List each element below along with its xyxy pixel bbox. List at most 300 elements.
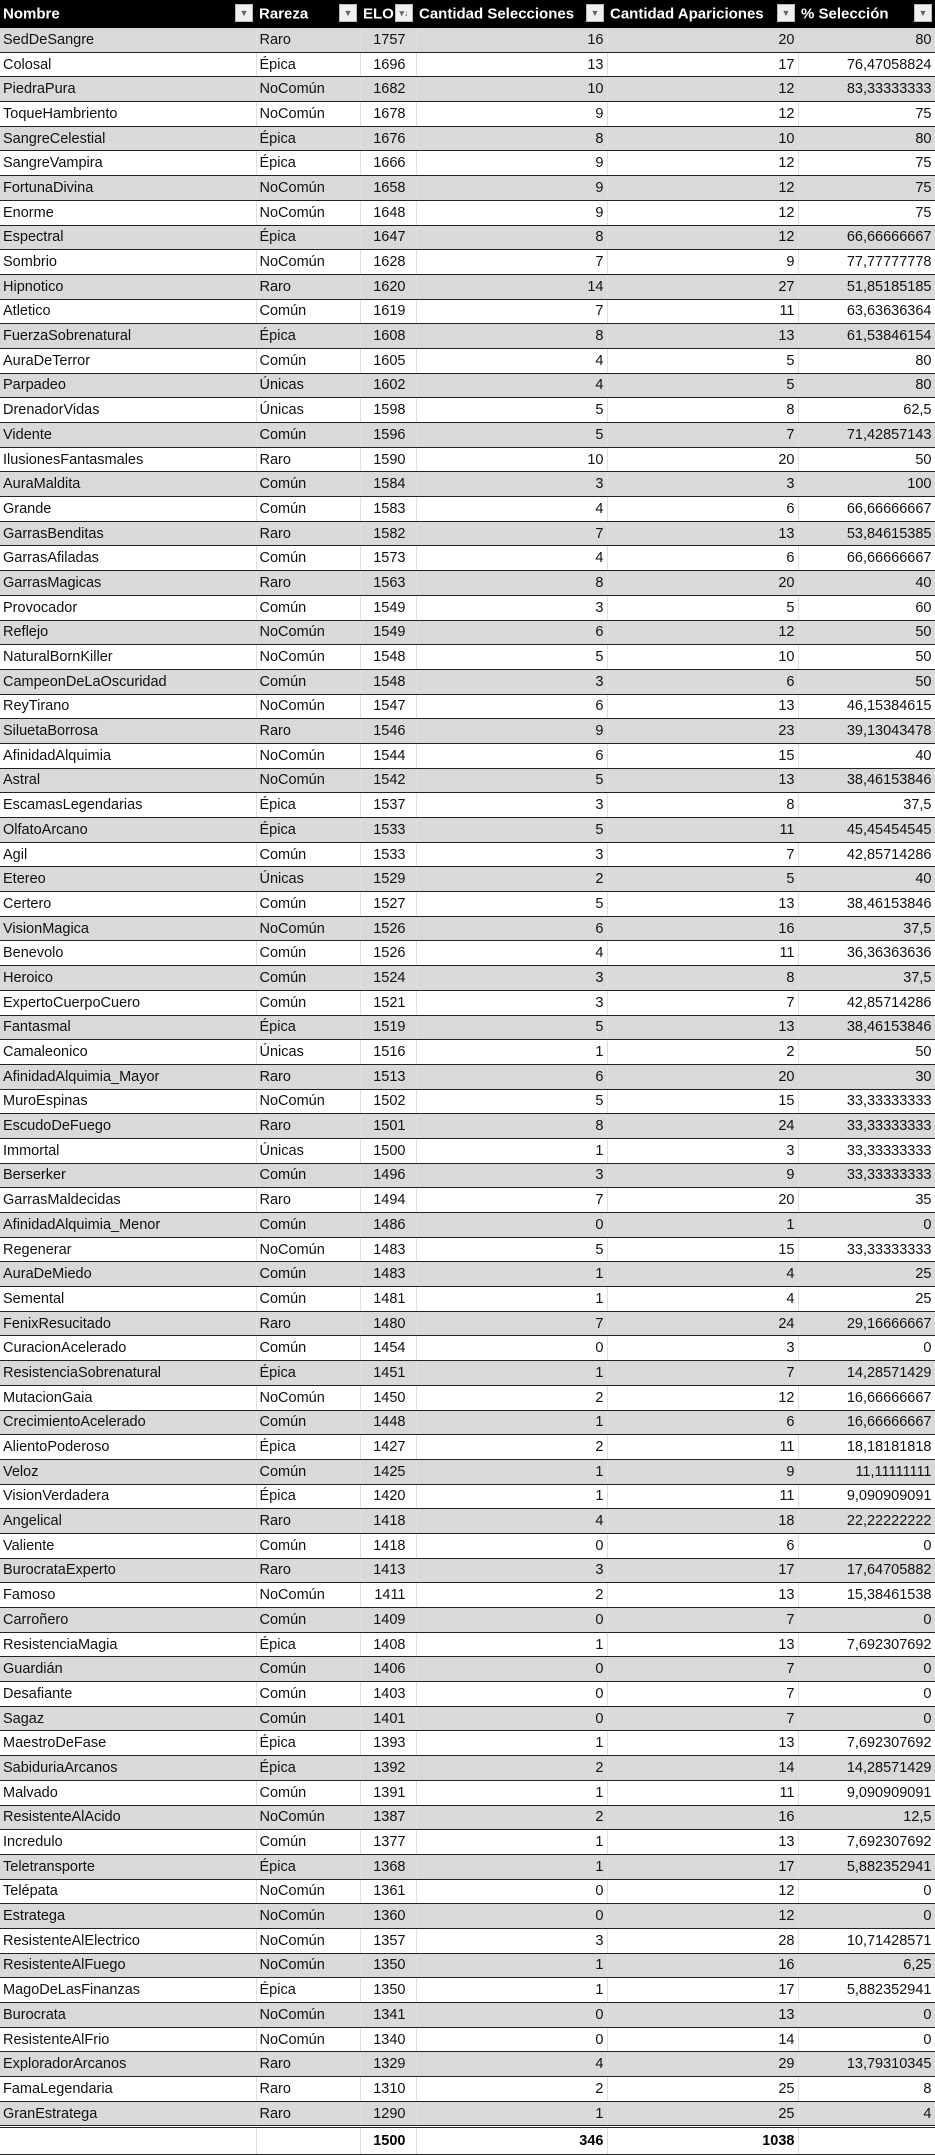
- cell-nombre[interactable]: Atletico: [0, 299, 256, 324]
- cell-apariciones[interactable]: 5: [607, 373, 798, 398]
- cell-seleccion-pct[interactable]: 80: [798, 28, 935, 52]
- cell-apariciones[interactable]: 6: [607, 1533, 798, 1558]
- cell-selecciones[interactable]: 9: [416, 151, 607, 176]
- cell-apariciones[interactable]: 11: [607, 1780, 798, 1805]
- cell-apariciones[interactable]: 27: [607, 274, 798, 299]
- cell-rareza[interactable]: NoComún: [256, 1879, 360, 1904]
- cell-elo[interactable]: 1542: [360, 768, 416, 793]
- cell-seleccion-pct[interactable]: 50: [798, 620, 935, 645]
- cell-nombre[interactable]: VisionMagica: [0, 916, 256, 941]
- cell-rareza[interactable]: NoComún: [256, 916, 360, 941]
- cell-nombre[interactable]: Burocrata: [0, 2003, 256, 2028]
- cell-selecciones[interactable]: 2: [416, 867, 607, 892]
- cell-selecciones[interactable]: 5: [416, 818, 607, 843]
- cell-selecciones[interactable]: 3: [416, 1558, 607, 1583]
- cell-selecciones[interactable]: 9: [416, 719, 607, 744]
- cell-seleccion-pct[interactable]: 5,882352941: [798, 1854, 935, 1879]
- cell-selecciones[interactable]: 8: [416, 225, 607, 250]
- cell-nombre[interactable]: Heroico: [0, 966, 256, 991]
- cell-rareza[interactable]: NoComún: [256, 1805, 360, 1830]
- cell-rareza[interactable]: NoComún: [256, 743, 360, 768]
- cell-elo[interactable]: 1548: [360, 669, 416, 694]
- cell-nombre[interactable]: Grande: [0, 497, 256, 522]
- cell-apariciones[interactable]: 4: [607, 1262, 798, 1287]
- cell-elo[interactable]: 1563: [360, 571, 416, 596]
- cell-nombre[interactable]: FenixResucitado: [0, 1311, 256, 1336]
- cell-apariciones[interactable]: 11: [607, 1484, 798, 1509]
- cell-selecciones[interactable]: 0: [416, 1533, 607, 1558]
- cell-elo[interactable]: 1502: [360, 1089, 416, 1114]
- cell-rareza[interactable]: Común: [256, 892, 360, 917]
- cell-seleccion-pct[interactable]: 9,090909091: [798, 1780, 935, 1805]
- cell-elo[interactable]: 1516: [360, 1040, 416, 1065]
- cell-apariciones[interactable]: 25: [607, 2101, 798, 2127]
- cell-rareza[interactable]: NoComún: [256, 1904, 360, 1929]
- cell-seleccion-pct[interactable]: 25: [798, 1287, 935, 1312]
- cell-elo[interactable]: 1494: [360, 1188, 416, 1213]
- cell-rareza[interactable]: Épica: [256, 1978, 360, 2003]
- cell-apariciones[interactable]: 5: [607, 348, 798, 373]
- cell-selecciones[interactable]: 0: [416, 1879, 607, 1904]
- cell-seleccion-pct[interactable]: 42,85714286: [798, 842, 935, 867]
- cell-seleccion-pct[interactable]: 4: [798, 2101, 935, 2127]
- cell-selecciones[interactable]: 1: [416, 1361, 607, 1386]
- cell-selecciones[interactable]: 6: [416, 694, 607, 719]
- cell-elo[interactable]: 1658: [360, 176, 416, 201]
- cell-seleccion-pct[interactable]: 80: [798, 126, 935, 151]
- cell-rareza[interactable]: Raro: [256, 1188, 360, 1213]
- cell-nombre[interactable]: CuracionAcelerado: [0, 1336, 256, 1361]
- cell-rareza[interactable]: Épica: [256, 1756, 360, 1781]
- cell-nombre[interactable]: GranEstratega: [0, 2101, 256, 2127]
- cell-apariciones[interactable]: 13: [607, 768, 798, 793]
- cell-rareza[interactable]: Únicas: [256, 373, 360, 398]
- cell-apariciones[interactable]: 12: [607, 1385, 798, 1410]
- total-nombre[interactable]: [0, 2127, 256, 2155]
- cell-apariciones[interactable]: 7: [607, 1682, 798, 1707]
- cell-nombre[interactable]: VisionVerdadera: [0, 1484, 256, 1509]
- cell-rareza[interactable]: Común: [256, 1262, 360, 1287]
- cell-elo[interactable]: 1418: [360, 1533, 416, 1558]
- cell-nombre[interactable]: CrecimientoAcelerado: [0, 1410, 256, 1435]
- cell-nombre[interactable]: Sombrio: [0, 250, 256, 275]
- cell-seleccion-pct[interactable]: 66,66666667: [798, 225, 935, 250]
- cell-seleccion-pct[interactable]: 37,5: [798, 793, 935, 818]
- cell-apariciones[interactable]: 20: [607, 1064, 798, 1089]
- cell-elo[interactable]: 1757: [360, 28, 416, 52]
- cell-apariciones[interactable]: 12: [607, 620, 798, 645]
- cell-apariciones[interactable]: 8: [607, 398, 798, 423]
- cell-nombre[interactable]: GarrasBenditas: [0, 521, 256, 546]
- cell-elo[interactable]: 1590: [360, 447, 416, 472]
- cell-elo[interactable]: 1620: [360, 274, 416, 299]
- cell-selecciones[interactable]: 3: [416, 472, 607, 497]
- cell-nombre[interactable]: Parpadeo: [0, 373, 256, 398]
- cell-selecciones[interactable]: 3: [416, 793, 607, 818]
- cell-nombre[interactable]: Colosal: [0, 52, 256, 77]
- cell-selecciones[interactable]: 7: [416, 1188, 607, 1213]
- cell-rareza[interactable]: NoComún: [256, 77, 360, 102]
- cell-elo[interactable]: 1533: [360, 842, 416, 867]
- cell-selecciones[interactable]: 1: [416, 1953, 607, 1978]
- cell-apariciones[interactable]: 11: [607, 818, 798, 843]
- cell-rareza[interactable]: Épica: [256, 324, 360, 349]
- cell-elo[interactable]: 1682: [360, 77, 416, 102]
- cell-elo[interactable]: 1420: [360, 1484, 416, 1509]
- cell-apariciones[interactable]: 2: [607, 1040, 798, 1065]
- cell-selecciones[interactable]: 1: [416, 1731, 607, 1756]
- cell-nombre[interactable]: Etereo: [0, 867, 256, 892]
- cell-rareza[interactable]: Raro: [256, 1064, 360, 1089]
- cell-selecciones[interactable]: 4: [416, 1509, 607, 1534]
- cell-selecciones[interactable]: 1: [416, 1632, 607, 1657]
- cell-selecciones[interactable]: 0: [416, 1682, 607, 1707]
- cell-selecciones[interactable]: 8: [416, 324, 607, 349]
- cell-rareza[interactable]: Común: [256, 1459, 360, 1484]
- cell-apariciones[interactable]: 7: [607, 1608, 798, 1633]
- header-elo[interactable]: ELO ▾↓: [360, 0, 416, 28]
- cell-seleccion-pct[interactable]: 0: [798, 1657, 935, 1682]
- cell-elo[interactable]: 1413: [360, 1558, 416, 1583]
- cell-rareza[interactable]: NoComún: [256, 102, 360, 127]
- cell-nombre[interactable]: GarrasMaldecidas: [0, 1188, 256, 1213]
- cell-rareza[interactable]: Épica: [256, 1015, 360, 1040]
- cell-apariciones[interactable]: 11: [607, 1435, 798, 1460]
- cell-seleccion-pct[interactable]: 22,22222222: [798, 1509, 935, 1534]
- cell-rareza[interactable]: Raro: [256, 2052, 360, 2077]
- cell-apariciones[interactable]: 5: [607, 595, 798, 620]
- cell-selecciones[interactable]: 1: [416, 1459, 607, 1484]
- cell-rareza[interactable]: Raro: [256, 1558, 360, 1583]
- cell-nombre[interactable]: MutacionGaia: [0, 1385, 256, 1410]
- cell-apariciones[interactable]: 7: [607, 1657, 798, 1682]
- cell-selecciones[interactable]: 8: [416, 126, 607, 151]
- cell-elo[interactable]: 1573: [360, 546, 416, 571]
- cell-selecciones[interactable]: 4: [416, 497, 607, 522]
- cell-elo[interactable]: 1377: [360, 1830, 416, 1855]
- cell-rareza[interactable]: NoComún: [256, 2027, 360, 2052]
- cell-nombre[interactable]: SangreCelestial: [0, 126, 256, 151]
- cell-nombre[interactable]: MuroEspinas: [0, 1089, 256, 1114]
- cell-selecciones[interactable]: 0: [416, 2027, 607, 2052]
- cell-seleccion-pct[interactable]: 38,46153846: [798, 892, 935, 917]
- cell-rareza[interactable]: Épica: [256, 52, 360, 77]
- cell-apariciones[interactable]: 23: [607, 719, 798, 744]
- cell-seleccion-pct[interactable]: 40: [798, 571, 935, 596]
- cell-nombre[interactable]: MagoDeLasFinanzas: [0, 1978, 256, 2003]
- cell-apariciones[interactable]: 10: [607, 645, 798, 670]
- cell-apariciones[interactable]: 13: [607, 1583, 798, 1608]
- cell-apariciones[interactable]: 13: [607, 1830, 798, 1855]
- cell-apariciones[interactable]: 15: [607, 1089, 798, 1114]
- cell-nombre[interactable]: Incredulo: [0, 1830, 256, 1855]
- cell-selecciones[interactable]: 5: [416, 892, 607, 917]
- cell-rareza[interactable]: Únicas: [256, 1040, 360, 1065]
- cell-rareza[interactable]: NoComún: [256, 620, 360, 645]
- cell-elo[interactable]: 1546: [360, 719, 416, 744]
- cell-seleccion-pct[interactable]: 50: [798, 645, 935, 670]
- cell-nombre[interactable]: ResistenteAlElectrico: [0, 1928, 256, 1953]
- cell-selecciones[interactable]: 4: [416, 373, 607, 398]
- cell-apariciones[interactable]: 15: [607, 1237, 798, 1262]
- cell-elo[interactable]: 1310: [360, 2077, 416, 2102]
- cell-apariciones[interactable]: 9: [607, 250, 798, 275]
- cell-nombre[interactable]: Hipnotico: [0, 274, 256, 299]
- cell-rareza[interactable]: Común: [256, 1410, 360, 1435]
- cell-nombre[interactable]: Malvado: [0, 1780, 256, 1805]
- cell-apariciones[interactable]: 3: [607, 1336, 798, 1361]
- cell-elo[interactable]: 1418: [360, 1509, 416, 1534]
- cell-seleccion-pct[interactable]: 50: [798, 1040, 935, 1065]
- cell-seleccion-pct[interactable]: 14,28571429: [798, 1756, 935, 1781]
- cell-seleccion-pct[interactable]: 45,45454545: [798, 818, 935, 843]
- cell-selecciones[interactable]: 3: [416, 966, 607, 991]
- cell-elo[interactable]: 1619: [360, 299, 416, 324]
- cell-apariciones[interactable]: 11: [607, 941, 798, 966]
- cell-selecciones[interactable]: 1: [416, 1854, 607, 1879]
- cell-seleccion-pct[interactable]: 33,33333333: [798, 1237, 935, 1262]
- cell-elo[interactable]: 1486: [360, 1213, 416, 1238]
- cell-nombre[interactable]: Semental: [0, 1287, 256, 1312]
- cell-apariciones[interactable]: 20: [607, 571, 798, 596]
- total-selecciones[interactable]: 346: [416, 2127, 607, 2155]
- cell-apariciones[interactable]: 7: [607, 423, 798, 448]
- cell-rareza[interactable]: Común: [256, 1163, 360, 1188]
- cell-nombre[interactable]: BurocrataExperto: [0, 1558, 256, 1583]
- cell-rareza[interactable]: Raro: [256, 2101, 360, 2127]
- cell-elo[interactable]: 1448: [360, 1410, 416, 1435]
- cell-elo[interactable]: 1350: [360, 1978, 416, 2003]
- cell-apariciones[interactable]: 20: [607, 1188, 798, 1213]
- cell-apariciones[interactable]: 15: [607, 743, 798, 768]
- cell-apariciones[interactable]: 28: [607, 1928, 798, 1953]
- total-seleccion-pct[interactable]: [798, 2127, 935, 2155]
- cell-nombre[interactable]: FortunaDivina: [0, 176, 256, 201]
- header-rareza[interactable]: Rareza ▼: [256, 0, 360, 28]
- cell-seleccion-pct[interactable]: 75: [798, 102, 935, 127]
- cell-apariciones[interactable]: 6: [607, 1410, 798, 1435]
- cell-selecciones[interactable]: 0: [416, 2003, 607, 2028]
- cell-apariciones[interactable]: 12: [607, 102, 798, 127]
- cell-elo[interactable]: 1290: [360, 2101, 416, 2127]
- cell-selecciones[interactable]: 4: [416, 546, 607, 571]
- cell-apariciones[interactable]: 13: [607, 892, 798, 917]
- cell-seleccion-pct[interactable]: 71,42857143: [798, 423, 935, 448]
- cell-apariciones[interactable]: 17: [607, 1854, 798, 1879]
- cell-rareza[interactable]: Común: [256, 1287, 360, 1312]
- cell-elo[interactable]: 1496: [360, 1163, 416, 1188]
- cell-rareza[interactable]: NoComún: [256, 176, 360, 201]
- cell-rareza[interactable]: NoComún: [256, 250, 360, 275]
- header-porcentaje-seleccion[interactable]: % Selección ▼: [798, 0, 935, 28]
- cell-seleccion-pct[interactable]: 17,64705882: [798, 1558, 935, 1583]
- cell-seleccion-pct[interactable]: 29,16666667: [798, 1311, 935, 1336]
- cell-selecciones[interactable]: 6: [416, 916, 607, 941]
- cell-seleccion-pct[interactable]: 60: [798, 595, 935, 620]
- cell-apariciones[interactable]: 7: [607, 990, 798, 1015]
- cell-apariciones[interactable]: 14: [607, 2027, 798, 2052]
- cell-nombre[interactable]: Carroñero: [0, 1608, 256, 1633]
- cell-nombre[interactable]: Telépata: [0, 1879, 256, 1904]
- cell-rareza[interactable]: Común: [256, 1213, 360, 1238]
- cell-seleccion-pct[interactable]: 83,33333333: [798, 77, 935, 102]
- cell-selecciones[interactable]: 3: [416, 1928, 607, 1953]
- cell-selecciones[interactable]: 8: [416, 571, 607, 596]
- cell-rareza[interactable]: Épica: [256, 1731, 360, 1756]
- cell-elo[interactable]: 1501: [360, 1114, 416, 1139]
- cell-seleccion-pct[interactable]: 14,28571429: [798, 1361, 935, 1386]
- cell-rareza[interactable]: Común: [256, 423, 360, 448]
- cell-nombre[interactable]: AfinidadAlquimia: [0, 743, 256, 768]
- cell-selecciones[interactable]: 3: [416, 990, 607, 1015]
- cell-rareza[interactable]: Común: [256, 1682, 360, 1707]
- cell-nombre[interactable]: EscudoDeFuego: [0, 1114, 256, 1139]
- cell-seleccion-pct[interactable]: 0: [798, 1904, 935, 1929]
- cell-rareza[interactable]: NoComún: [256, 1089, 360, 1114]
- cell-elo[interactable]: 1526: [360, 916, 416, 941]
- cell-seleccion-pct[interactable]: 12,5: [798, 1805, 935, 1830]
- cell-rareza[interactable]: Común: [256, 1830, 360, 1855]
- cell-elo[interactable]: 1549: [360, 595, 416, 620]
- cell-apariciones[interactable]: 20: [607, 28, 798, 52]
- cell-nombre[interactable]: Enorme: [0, 200, 256, 225]
- cell-nombre[interactable]: Berserker: [0, 1163, 256, 1188]
- cell-nombre[interactable]: IlusionesFantasmales: [0, 447, 256, 472]
- cell-nombre[interactable]: Agil: [0, 842, 256, 867]
- cell-apariciones[interactable]: 13: [607, 521, 798, 546]
- cell-rareza[interactable]: Épica: [256, 818, 360, 843]
- cell-selecciones[interactable]: 3: [416, 842, 607, 867]
- cell-selecciones[interactable]: 7: [416, 299, 607, 324]
- cell-selecciones[interactable]: 13: [416, 52, 607, 77]
- cell-nombre[interactable]: Sagaz: [0, 1706, 256, 1731]
- cell-apariciones[interactable]: 17: [607, 1978, 798, 2003]
- cell-apariciones[interactable]: 13: [607, 1632, 798, 1657]
- cell-seleccion-pct[interactable]: 66,66666667: [798, 546, 935, 571]
- cell-seleccion-pct[interactable]: 0: [798, 1706, 935, 1731]
- cell-elo[interactable]: 1411: [360, 1583, 416, 1608]
- cell-nombre[interactable]: ExploradorArcanos: [0, 2052, 256, 2077]
- cell-apariciones[interactable]: 11: [607, 299, 798, 324]
- cell-nombre[interactable]: AuraDeMiedo: [0, 1262, 256, 1287]
- cell-elo[interactable]: 1584: [360, 472, 416, 497]
- cell-selecciones[interactable]: 0: [416, 1904, 607, 1929]
- cell-seleccion-pct[interactable]: 53,84615385: [798, 521, 935, 546]
- cell-selecciones[interactable]: 2: [416, 2077, 607, 2102]
- cell-nombre[interactable]: CampeonDeLaOscuridad: [0, 669, 256, 694]
- cell-rareza[interactable]: Raro: [256, 2077, 360, 2102]
- cell-selecciones[interactable]: 3: [416, 595, 607, 620]
- filter-dropdown-icon[interactable]: ▼: [914, 4, 932, 22]
- cell-nombre[interactable]: EscamasLegendarias: [0, 793, 256, 818]
- cell-nombre[interactable]: Certero: [0, 892, 256, 917]
- cell-apariciones[interactable]: 4: [607, 1287, 798, 1312]
- cell-elo[interactable]: 1602: [360, 373, 416, 398]
- cell-elo[interactable]: 1392: [360, 1756, 416, 1781]
- cell-rareza[interactable]: NoComún: [256, 2003, 360, 2028]
- cell-seleccion-pct[interactable]: 50: [798, 447, 935, 472]
- cell-selecciones[interactable]: 9: [416, 200, 607, 225]
- cell-rareza[interactable]: NoComún: [256, 694, 360, 719]
- cell-rareza[interactable]: Común: [256, 472, 360, 497]
- cell-rareza[interactable]: Común: [256, 1780, 360, 1805]
- cell-selecciones[interactable]: 0: [416, 1608, 607, 1633]
- cell-elo[interactable]: 1451: [360, 1361, 416, 1386]
- cell-elo[interactable]: 1483: [360, 1262, 416, 1287]
- cell-seleccion-pct[interactable]: 75: [798, 151, 935, 176]
- cell-elo[interactable]: 1513: [360, 1064, 416, 1089]
- sort-descending-icon[interactable]: ▾↓: [395, 4, 413, 22]
- cell-seleccion-pct[interactable]: 35: [798, 1188, 935, 1213]
- cell-rareza[interactable]: Común: [256, 966, 360, 991]
- cell-apariciones[interactable]: 9: [607, 1163, 798, 1188]
- cell-elo[interactable]: 1391: [360, 1780, 416, 1805]
- cell-elo[interactable]: 1481: [360, 1287, 416, 1312]
- cell-elo[interactable]: 1519: [360, 1015, 416, 1040]
- cell-seleccion-pct[interactable]: 0: [798, 1682, 935, 1707]
- cell-selecciones[interactable]: 0: [416, 1213, 607, 1238]
- cell-elo[interactable]: 1329: [360, 2052, 416, 2077]
- cell-apariciones[interactable]: 16: [607, 1805, 798, 1830]
- cell-selecciones[interactable]: 2: [416, 1435, 607, 1460]
- cell-nombre[interactable]: SedDeSangre: [0, 28, 256, 52]
- cell-elo[interactable]: 1544: [360, 743, 416, 768]
- cell-nombre[interactable]: Famoso: [0, 1583, 256, 1608]
- cell-nombre[interactable]: ResistenteAlAcido: [0, 1805, 256, 1830]
- cell-apariciones[interactable]: 7: [607, 1706, 798, 1731]
- cell-nombre[interactable]: Astral: [0, 768, 256, 793]
- cell-rareza[interactable]: Común: [256, 941, 360, 966]
- header-cantidad-apariciones[interactable]: Cantidad Apariciones ▼: [607, 0, 798, 28]
- cell-seleccion-pct[interactable]: 37,5: [798, 916, 935, 941]
- total-rareza[interactable]: [256, 2127, 360, 2155]
- cell-selecciones[interactable]: 0: [416, 1657, 607, 1682]
- cell-nombre[interactable]: Veloz: [0, 1459, 256, 1484]
- cell-nombre[interactable]: Reflejo: [0, 620, 256, 645]
- cell-elo[interactable]: 1526: [360, 941, 416, 966]
- cell-apariciones[interactable]: 12: [607, 1879, 798, 1904]
- cell-selecciones[interactable]: 3: [416, 1163, 607, 1188]
- cell-apariciones[interactable]: 12: [607, 176, 798, 201]
- cell-elo[interactable]: 1548: [360, 645, 416, 670]
- cell-elo[interactable]: 1529: [360, 867, 416, 892]
- cell-elo[interactable]: 1533: [360, 818, 416, 843]
- cell-apariciones[interactable]: 12: [607, 200, 798, 225]
- cell-nombre[interactable]: SabiduriaArcanos: [0, 1756, 256, 1781]
- cell-apariciones[interactable]: 18: [607, 1509, 798, 1534]
- cell-apariciones[interactable]: 13: [607, 324, 798, 349]
- cell-apariciones[interactable]: 24: [607, 1114, 798, 1139]
- cell-seleccion-pct[interactable]: 7,692307692: [798, 1632, 935, 1657]
- cell-elo[interactable]: 1648: [360, 200, 416, 225]
- cell-nombre[interactable]: GarrasAfiladas: [0, 546, 256, 571]
- cell-seleccion-pct[interactable]: 16,66666667: [798, 1385, 935, 1410]
- cell-nombre[interactable]: AuraMaldita: [0, 472, 256, 497]
- cell-elo[interactable]: 1483: [360, 1237, 416, 1262]
- cell-seleccion-pct[interactable]: 15,38461538: [798, 1583, 935, 1608]
- cell-nombre[interactable]: Guardián: [0, 1657, 256, 1682]
- cell-seleccion-pct[interactable]: 39,13043478: [798, 719, 935, 744]
- cell-seleccion-pct[interactable]: 46,15384615: [798, 694, 935, 719]
- cell-seleccion-pct[interactable]: 40: [798, 743, 935, 768]
- cell-selecciones[interactable]: 6: [416, 743, 607, 768]
- cell-elo[interactable]: 1605: [360, 348, 416, 373]
- cell-rareza[interactable]: Común: [256, 348, 360, 373]
- cell-selecciones[interactable]: 2: [416, 1385, 607, 1410]
- cell-seleccion-pct[interactable]: 25: [798, 1262, 935, 1287]
- cell-elo[interactable]: 1427: [360, 1435, 416, 1460]
- cell-rareza[interactable]: NoComún: [256, 1953, 360, 1978]
